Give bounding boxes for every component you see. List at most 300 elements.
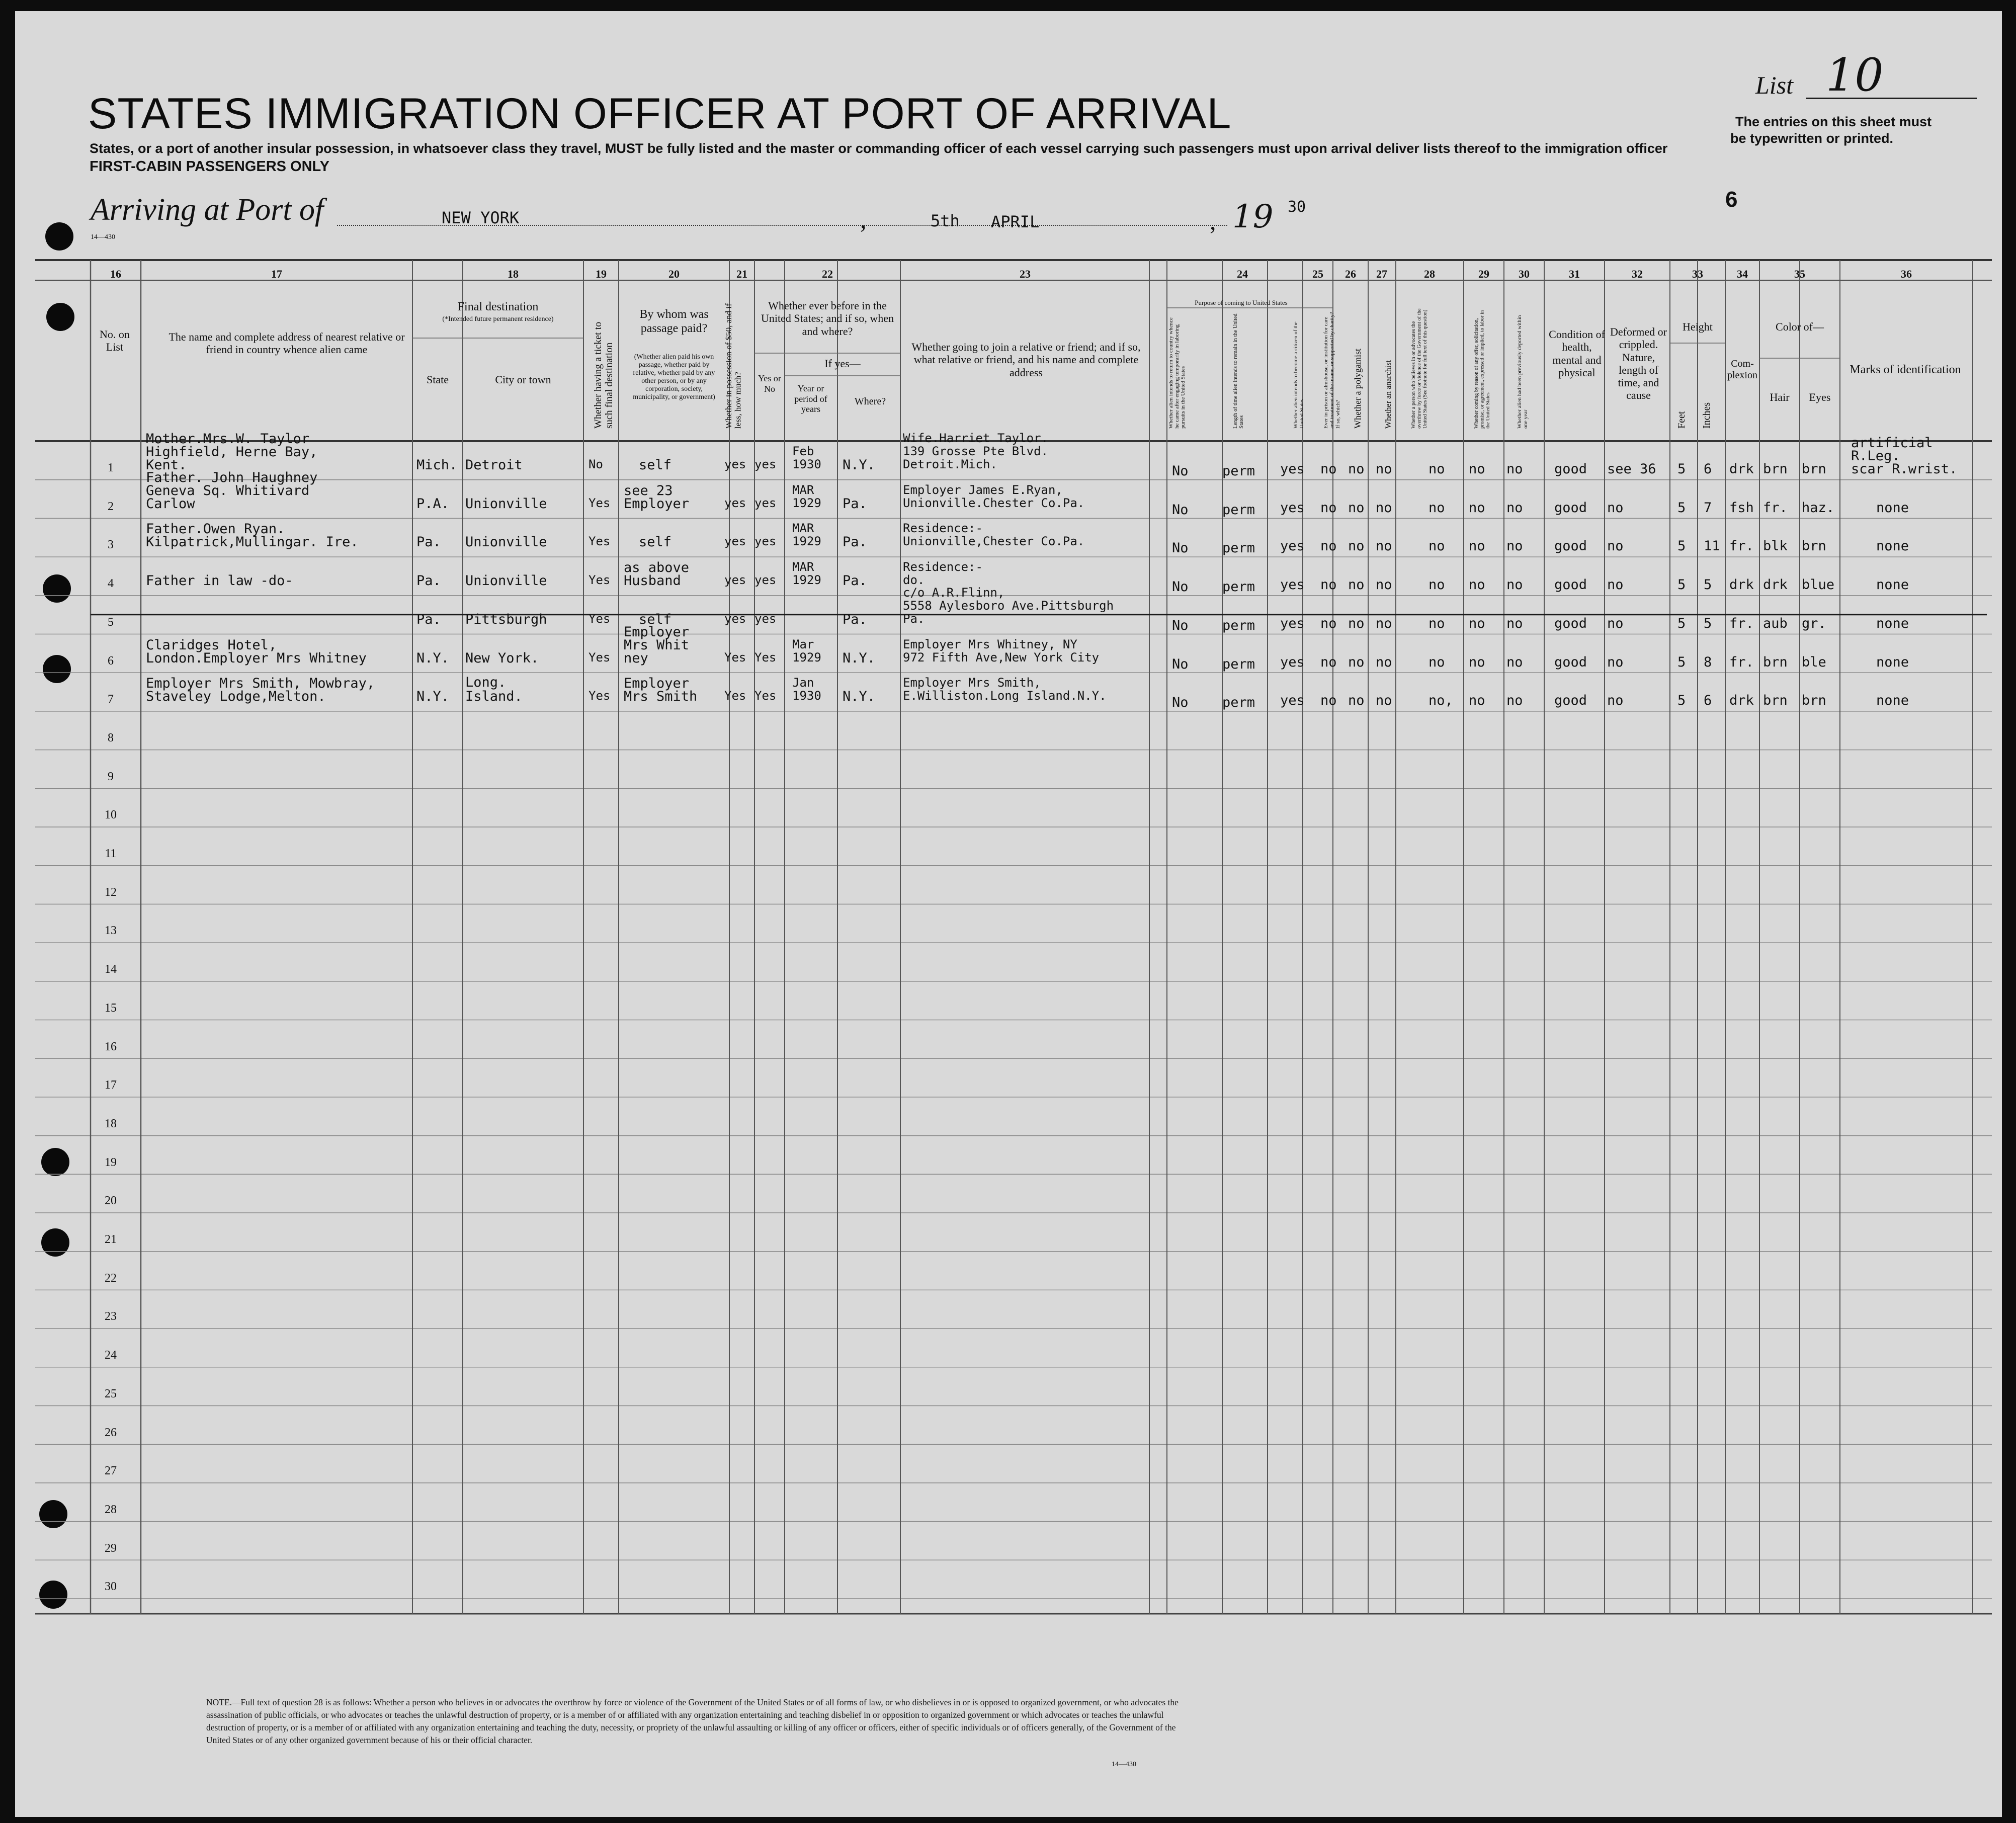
height-inches: 6 — [1704, 693, 1712, 709]
intends-citizenship: yes — [1280, 538, 1305, 554]
hair-color: drk — [1763, 577, 1788, 593]
form-code: 14—430 — [91, 233, 115, 241]
joining-relative: Residence:- — [903, 521, 983, 536]
previous-visit-year: 1929 — [792, 495, 821, 510]
money-possession: Yes — [724, 650, 746, 665]
height-feet: 5 — [1677, 461, 1686, 477]
row-number: 24 — [105, 1349, 117, 1362]
header-inches: Inches — [1701, 402, 1712, 429]
overthrow-status: no — [1429, 654, 1445, 670]
money-possession: Yes — [724, 689, 746, 703]
row-number: 2 — [108, 500, 114, 513]
previous-visit-year: 1929 — [792, 534, 821, 549]
header-city: City or town — [495, 373, 551, 386]
identification-marks: none — [1876, 693, 1909, 709]
passage-paid-by: Mrs Whit — [624, 637, 690, 653]
arriving-label: Arriving at Port of — [91, 193, 324, 227]
joining-relative: Employer Mrs Smith, — [903, 676, 1041, 690]
header-health: Condition of health, mental and physical — [1549, 328, 1605, 379]
ticket-status: Yes — [589, 611, 611, 626]
previous-visit-year: 1930 — [792, 689, 821, 703]
length-of-stay: perm — [1222, 695, 1255, 711]
relative-address: Mother.Mrs.W. Taylor — [146, 431, 310, 447]
length-of-stay: perm — [1222, 463, 1255, 479]
joining-relative: Wife.Harriet Taylor. — [903, 431, 1048, 445]
header-final-destination-note: (*Intended future permanent residence) — [442, 315, 554, 323]
height-inches: 5 — [1704, 615, 1712, 631]
passage-paid-by: see 23 — [624, 482, 673, 499]
health-condition: good — [1554, 615, 1587, 631]
column-number: 17 — [271, 268, 282, 280]
footnote: NOTE.—Full text of question 28 is as follows: Whether a person who believes in or advocates the overthrow by force or violence of the Government of the United States or of all forms of law, or who disbelieves in or is opposed to organized government, or who advocates the assassination of public officials, or who advocates or teaches the unlawful destruction of property, or is a member of or affiliated with any organization entertaining and teaching disbelief in or opposition to organized government or which advocates or teaches the unlawful destruction of property, or is a member of or affiliated with any organization entertaining and teaching the duty, necessity, or propriety of the unlawful assaulting or killing of any officer or officers, either of specific individuals or of officers generally, of the Government of the United States or of any other organized government because of his or their official character. — [206, 1697, 1179, 1745]
subtitle-line-1: States, or a port of another insular possession, in whatsoever class they travel, MUST be fully listed and the master or commanding officer of each vessel carrying such passengers must upon arrival deliver lists thereof to the immigration officer — [90, 141, 1668, 156]
joining-relative: 139 Grosse Pte Blvd. — [903, 444, 1048, 458]
intends-citizenship: yes — [1280, 654, 1305, 670]
polygamist-status: no — [1348, 461, 1365, 477]
header-prison: Ever in prison or almshouse, or institution for care and treatment of the insane, or supported by charity? If so, which? — [1323, 312, 1341, 429]
column-number: 29 — [1478, 268, 1489, 280]
previous-visit-year: 1929 — [792, 650, 821, 665]
health-condition: good — [1554, 654, 1587, 670]
complexion: fr. — [1729, 654, 1754, 670]
manifest-grid — [15, 11, 2002, 1817]
deported-status: no — [1506, 461, 1523, 477]
intends-return: No — [1172, 579, 1189, 595]
previous-visit-where: N.Y. — [843, 689, 876, 705]
joining-relative: Employer James E.Ryan, — [903, 482, 1063, 497]
joining-relative: 972 Fifth Ave,New York City — [903, 650, 1100, 665]
overthrow-status: no — [1429, 461, 1445, 477]
column-number: 21 — [736, 268, 747, 280]
row-number: 12 — [105, 885, 117, 899]
eye-color: blue — [1802, 577, 1835, 593]
length-of-stay: perm — [1222, 617, 1255, 633]
ticket-status: Yes — [589, 534, 611, 549]
money-possession: yes — [724, 573, 746, 588]
row-number: 9 — [108, 770, 114, 783]
header-if-yes: If yes— — [824, 357, 861, 370]
previous-visit-year: Feb — [792, 444, 814, 458]
column-number: 32 — [1632, 268, 1643, 280]
relative-address: Father in law -do- — [146, 573, 293, 589]
deformed-status: no — [1607, 654, 1624, 670]
identification-marks: none — [1876, 615, 1909, 631]
joining-relative: Employer Mrs Whitney, NY — [903, 637, 1077, 651]
previously-in-us: yes — [754, 495, 777, 510]
row-number: 15 — [105, 1001, 117, 1015]
row-number: 13 — [105, 924, 117, 938]
deformed-status: no — [1607, 693, 1624, 709]
overthrow-status: no — [1429, 538, 1445, 554]
deported-status: no — [1506, 538, 1523, 554]
eye-color: gr. — [1802, 615, 1826, 631]
previous-visit-where: Pa. — [843, 534, 867, 550]
manifest-sheet — [15, 11, 2002, 1817]
row-number: 19 — [105, 1155, 117, 1169]
relative-address: London.Employer Mrs Whitney — [146, 650, 367, 666]
joining-relative: E.Williston.Long Island.N.Y. — [903, 689, 1107, 703]
previously-in-us: yes — [754, 534, 777, 549]
joining-relative: Unionville.Chester Co.Pa. — [903, 495, 1085, 510]
row-number: 26 — [105, 1426, 117, 1439]
relative-address: Claridges Hotel, — [146, 637, 277, 653]
previous-visit-year: Jan — [792, 676, 814, 690]
anarchist-status: no — [1376, 500, 1392, 516]
destination-city: Long. — [465, 675, 507, 691]
destination-city: Pittsburgh — [465, 611, 547, 627]
row-number: 3 — [108, 538, 114, 552]
destination-state: Mich. — [416, 457, 458, 473]
header-complexion: Com- plexion — [1727, 358, 1757, 381]
anarchist-status: no — [1376, 654, 1392, 670]
joining-relative: Unionville,Chester Co.Pa. — [903, 534, 1085, 549]
height-feet: 5 — [1677, 577, 1686, 593]
overthrow-status: no — [1429, 500, 1445, 516]
previous-visit-where: N.Y. — [843, 650, 876, 666]
identification-marks: none — [1876, 538, 1909, 554]
previous-visit-where: N.Y. — [843, 457, 876, 473]
header-eyes: Eyes — [1809, 391, 1831, 403]
intends-return: No — [1172, 540, 1189, 556]
previously-in-us: yes — [754, 457, 777, 471]
row-number: 30 — [105, 1580, 117, 1594]
joining-relative: c/o A.R.Flinn, — [903, 585, 1005, 600]
deformed-status: no — [1607, 577, 1624, 593]
passage-paid-by: ney — [624, 650, 648, 666]
prison-status: no — [1320, 577, 1337, 593]
header-height: Height — [1683, 320, 1713, 333]
column-number: 30 — [1519, 268, 1530, 280]
passage-paid-by: Mrs Smith — [624, 689, 698, 705]
polygamist-status: no — [1348, 500, 1365, 516]
previous-visit-year: MAR — [792, 482, 814, 497]
intends-return: No — [1172, 617, 1189, 633]
height-feet: 5 — [1677, 500, 1686, 516]
previous-visit-year: MAR — [792, 521, 814, 536]
arrival-day: 5th — [931, 211, 960, 230]
passage-paid-by: self — [639, 611, 672, 627]
polygamist-status: no — [1348, 538, 1365, 554]
destination-city: Unionville — [465, 495, 547, 512]
passage-paid-by: self — [639, 534, 672, 550]
prison-status: no — [1320, 538, 1337, 554]
row-number: 27 — [105, 1464, 117, 1478]
previous-visit-where: Pa. — [843, 611, 867, 627]
deported-status: no — [1506, 654, 1523, 670]
header-citizen: Whether alien intends to become a citizen of the United States — [1293, 321, 1305, 429]
list-label: List — [1755, 71, 1794, 99]
relative-address: Carlow — [146, 495, 195, 512]
intends-citizenship: yes — [1280, 615, 1305, 631]
header-relative: The name and complete address of nearest relative or friend in country whence alien came — [169, 330, 405, 356]
relative-address: Kilpatrick,Mullingar. Ire. — [146, 534, 359, 550]
passage-paid-by: Husband — [624, 573, 681, 589]
length-of-stay: perm — [1222, 656, 1255, 672]
deformed-status: no — [1607, 538, 1624, 554]
column-number: 25 — [1312, 268, 1323, 280]
health-condition: good — [1554, 538, 1587, 554]
header-marks: Marks of identification — [1850, 363, 1961, 376]
eye-color: haz. — [1802, 500, 1835, 516]
joining-relative: Residence:- — [903, 560, 983, 574]
joining-relative: Pa. — [903, 611, 925, 626]
header-purpose: Purpose of coming to United States — [1195, 299, 1288, 306]
passage-paid-by: Employer — [624, 676, 690, 692]
anarchist-status: no — [1376, 538, 1392, 554]
hair-color: brn — [1763, 461, 1788, 477]
header-return: Whether alien intends to return to country whence he came after engaging temporarily in laboring pursuits in the United States — [1168, 317, 1187, 429]
row-number: 23 — [105, 1310, 117, 1323]
labor-offer-status: no — [1469, 693, 1485, 709]
passage-paid-by: as above — [624, 560, 690, 576]
eye-color: brn — [1802, 693, 1826, 709]
passage-paid-by: self — [639, 457, 672, 473]
complexion: drk — [1729, 461, 1754, 477]
polygamist-status: no — [1348, 615, 1365, 631]
destination-city: New York. — [465, 650, 539, 666]
column-number: 33 — [1692, 268, 1703, 280]
identification-marks: artificial — [1851, 435, 1933, 451]
row-number: 11 — [105, 847, 117, 860]
destination-city: Detroit — [465, 457, 523, 473]
header-final-destination: Final destination — [457, 300, 539, 313]
overthrow-status: no — [1429, 577, 1445, 593]
header-where: Where? — [854, 396, 886, 407]
footer-code: 14—430 — [1112, 1761, 1136, 1768]
column-number: 31 — [1569, 268, 1580, 280]
header-color: Color of— — [1776, 320, 1824, 333]
header-overthrow: Whether a person who believes in or advocates the overthrow by force or violence of the Government of the United States (See footnote for full text of this question) — [1411, 308, 1429, 429]
column-number: 19 — [596, 268, 607, 280]
header-length: Length of time alien intends to remain in the United States — [1232, 313, 1245, 429]
intends-citizenship: yes — [1280, 577, 1305, 593]
joining-relative: 5558 Aylesboro Ave.Pittsburgh — [903, 598, 1114, 613]
complexion: drk — [1729, 577, 1754, 593]
anarchist-status: no — [1376, 577, 1392, 593]
height-inches: 11 — [1704, 538, 1720, 554]
labor-offer-status: no — [1469, 500, 1485, 516]
header-yes-no: Yes or No — [758, 373, 781, 394]
destination-city: Island. — [465, 689, 523, 705]
deformed-status: no — [1607, 500, 1624, 516]
intends-return: No — [1172, 695, 1189, 711]
labor-offer-status: no — [1469, 654, 1485, 670]
relative-address: Kent. — [146, 457, 187, 473]
header-hair: Hair — [1770, 391, 1790, 403]
row-number: 7 — [108, 693, 114, 706]
row-number: 18 — [105, 1117, 117, 1130]
row-number: 25 — [105, 1387, 117, 1400]
previous-visit-where: Pa. — [843, 573, 867, 589]
height-feet: 5 — [1677, 538, 1686, 554]
height-inches: 5 — [1704, 577, 1712, 593]
ticket-status: Yes — [589, 495, 611, 510]
header-deformed: Deformed or crippled. Nature, length of time, and cause — [1610, 325, 1667, 402]
relative-address: Staveley Lodge,Melton. — [146, 689, 326, 705]
page-title: STATES IMMIGRATION OFFICER AT PORT OF ARRIVAL — [88, 90, 1232, 138]
relative-address: Father.Owen Ryan. — [146, 521, 285, 537]
header-money: Whether in possession of $50, and if less, how much? — [724, 303, 743, 429]
money-possession: yes — [724, 611, 746, 626]
row-number: 29 — [105, 1541, 117, 1555]
height-inches: 7 — [1704, 500, 1712, 516]
polygamist-status: no — [1348, 577, 1365, 593]
column-number: 22 — [822, 268, 833, 280]
identification-marks: none — [1876, 500, 1909, 516]
labor-offer-status: no — [1469, 615, 1485, 631]
destination-state: Pa. — [416, 611, 441, 627]
anarchist-status: no — [1376, 693, 1392, 709]
eye-color: ble — [1802, 654, 1826, 670]
previous-visit-year: 1930 — [792, 457, 821, 471]
row-number: 17 — [105, 1079, 117, 1092]
health-condition: good — [1554, 461, 1587, 477]
column-number: 23 — [1020, 268, 1031, 280]
hair-color: blk — [1763, 538, 1788, 554]
health-condition: good — [1554, 577, 1587, 593]
ticket-status: Yes — [589, 650, 611, 665]
labor-offer-status: no — [1469, 577, 1485, 593]
entries-note-line-1: The entries on this sheet must — [1735, 114, 1932, 129]
previous-visit-year: 1929 — [792, 573, 821, 588]
header-no-on-list: No. on List — [100, 328, 130, 354]
header-feet: Feet — [1676, 411, 1687, 429]
destination-state: Pa. — [416, 534, 441, 550]
intends-citizenship: yes — [1280, 693, 1305, 709]
intends-return: No — [1172, 463, 1189, 479]
comma: , — [1210, 207, 1216, 235]
row-number: 22 — [105, 1271, 117, 1285]
passage-paid-by: Employer — [624, 624, 690, 640]
polygamist-status: no — [1348, 654, 1365, 670]
row-number: 10 — [105, 808, 117, 822]
identification-marks: scar R.wrist. — [1851, 461, 1958, 477]
anarchist-status: no — [1376, 461, 1392, 477]
height-feet: 5 — [1677, 654, 1686, 670]
eye-color: brn — [1802, 461, 1826, 477]
header-year: Year or period of years — [794, 383, 827, 415]
ticket-status: Yes — [589, 689, 611, 703]
column-number: 28 — [1424, 268, 1435, 280]
deported-status: no — [1506, 577, 1523, 593]
comma: , — [860, 205, 867, 233]
prison-status: no — [1320, 654, 1337, 670]
entries-note-line-2: be typewritten or printed. — [1730, 131, 1894, 146]
complexion: drk — [1729, 693, 1754, 709]
passage-paid-by: Employer — [624, 495, 690, 512]
header-before-us: Whether ever before in the United States; and if so, when and where? — [761, 299, 894, 338]
row-number: 20 — [105, 1194, 117, 1208]
deported-status: no — [1506, 500, 1523, 516]
sheet-number: 6 — [1725, 187, 1738, 212]
ticket-status: Yes — [589, 573, 611, 588]
overthrow-status: no — [1429, 615, 1445, 631]
intends-return: No — [1172, 656, 1189, 672]
column-number: 26 — [1345, 268, 1356, 280]
prison-status: no — [1320, 693, 1337, 709]
deported-status: no — [1506, 615, 1523, 631]
year-prefix: 19 — [1232, 198, 1274, 235]
relative-address: Employer Mrs Smith, Mowbray, — [146, 676, 375, 692]
destination-city: Unionville — [465, 573, 547, 589]
identification-marks: none — [1876, 654, 1909, 670]
prison-status: no — [1320, 500, 1337, 516]
destination-city: Unionville — [465, 534, 547, 550]
length-of-stay: perm — [1222, 502, 1255, 518]
anarchist-status: no — [1376, 615, 1392, 631]
previously-in-us: yes — [754, 611, 777, 626]
column-number: 20 — [668, 268, 680, 280]
header-offer: Whether coming by reason of any offer, solicitation, promise, or agreement, expressed or implied, to labor in the United States — [1474, 310, 1491, 429]
year-suffix: 30 — [1288, 198, 1306, 216]
previous-visit-year: MAR — [792, 560, 814, 574]
relative-address: Father. John Haughney — [146, 469, 318, 485]
polygamist-status: no — [1348, 693, 1365, 709]
prison-status: no — [1320, 615, 1337, 631]
header-polygamist: Whether a polygamist — [1353, 349, 1363, 429]
ticket-status: No — [589, 457, 603, 471]
column-number: 34 — [1737, 268, 1748, 280]
complexion: fsh — [1729, 500, 1754, 516]
column-number: 18 — [508, 268, 519, 280]
header-ticket: Whether having a ticket to such final destination — [593, 321, 615, 429]
labor-offer-status: no — [1469, 538, 1485, 554]
destination-state: P.A. — [416, 495, 450, 512]
arrival-month: APRIL — [991, 212, 1040, 231]
overthrow-status: no, — [1429, 693, 1453, 709]
row-number: 8 — [108, 731, 114, 744]
relative-address: Highfield, Herne Bay, — [146, 444, 318, 460]
identification-marks: R.Leg. — [1851, 448, 1900, 464]
length-of-stay: perm — [1222, 579, 1255, 595]
header-passage-paid: By whom was passage paid? — [639, 308, 709, 335]
header-joining: Whether going to join a relative or friend; and if so, what relative or friend, and his name and complete address — [911, 341, 1141, 379]
identification-marks: none — [1876, 577, 1909, 593]
column-number: 27 — [1376, 268, 1387, 280]
relative-address: Geneva Sq. Whitivard — [146, 482, 310, 499]
prison-status: no — [1320, 461, 1337, 477]
deformed-status: see 36 — [1607, 461, 1656, 477]
previously-in-us: Yes — [754, 689, 777, 703]
row-number: 1 — [108, 461, 114, 474]
money-possession: yes — [724, 457, 746, 471]
hair-color: brn — [1763, 654, 1788, 670]
eye-color: brn — [1802, 538, 1826, 554]
money-possession: yes — [724, 495, 746, 510]
previous-visit-year: Mar — [792, 637, 814, 651]
deported-status: no — [1506, 693, 1523, 709]
complexion: fr. — [1729, 538, 1754, 554]
port-value: NEW YORK — [442, 208, 520, 227]
labor-offer-status: no — [1469, 461, 1485, 477]
header-passage-note: (Whether alien paid his own passage, whether paid by relative, whether paid by any other person, or by any corporation, society, municipality, or government) — [633, 353, 715, 401]
row-number: 28 — [105, 1503, 117, 1516]
row-number: 6 — [108, 654, 114, 668]
row-number: 16 — [105, 1040, 117, 1053]
hair-color: aub — [1763, 615, 1788, 631]
deformed-status: no — [1607, 615, 1624, 631]
joining-relative: Detroit.Mich. — [903, 457, 997, 471]
height-inches: 8 — [1704, 654, 1712, 670]
destination-state: Pa. — [416, 573, 441, 589]
intends-return: No — [1172, 502, 1189, 518]
header-state: State — [427, 373, 449, 386]
height-feet: 5 — [1677, 615, 1686, 631]
previous-visit-where: Pa. — [843, 495, 867, 512]
joining-relative: do. — [903, 573, 925, 588]
destination-state: N.Y. — [416, 689, 450, 705]
health-condition: good — [1554, 500, 1587, 516]
